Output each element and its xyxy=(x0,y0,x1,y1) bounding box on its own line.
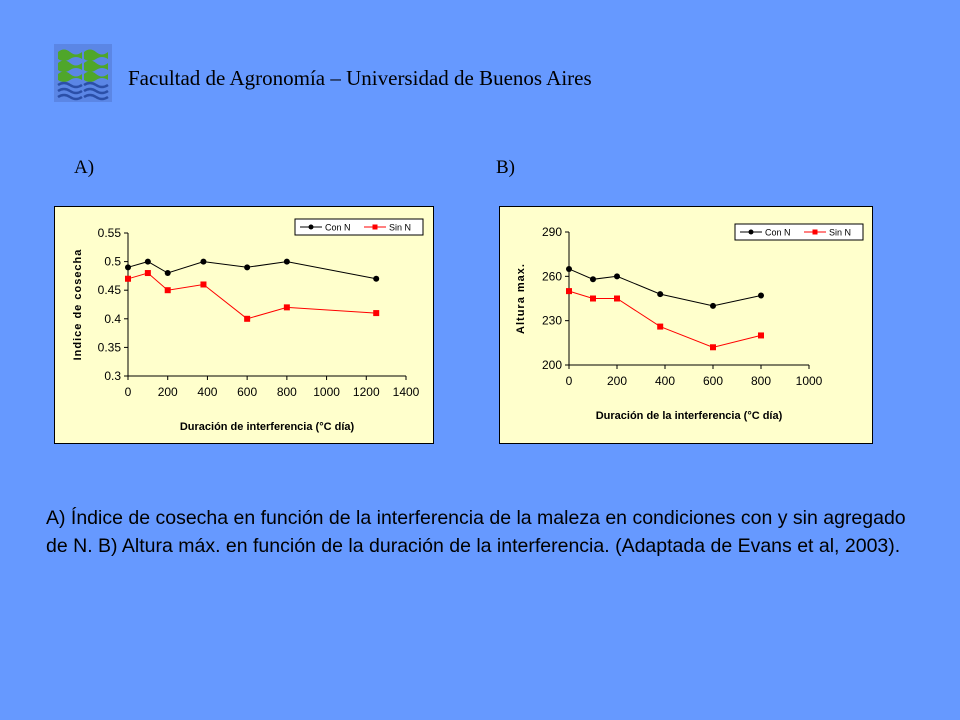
y-axis-label: Altura max. xyxy=(515,263,527,334)
data-point-sin-n xyxy=(710,344,716,350)
data-point-sin-n xyxy=(284,304,290,310)
y-tick-label: 200 xyxy=(541,358,562,372)
data-point-con-n xyxy=(125,264,131,270)
x-tick-label: 0 xyxy=(565,374,573,388)
data-point-con-n xyxy=(710,303,716,309)
series-line-0 xyxy=(569,269,761,306)
data-point-con-n xyxy=(614,273,620,279)
series-line-1 xyxy=(128,273,376,319)
data-point-sin-n xyxy=(657,324,663,330)
legend-marker xyxy=(373,225,378,230)
data-point-con-n xyxy=(657,291,663,297)
x-tick-label: 1200 xyxy=(352,385,380,399)
data-point-sin-n xyxy=(125,276,131,282)
data-point-sin-n xyxy=(758,332,764,338)
y-tick-label: 0.4 xyxy=(104,311,121,326)
data-point-con-n xyxy=(566,266,572,272)
y-tick-label: 290 xyxy=(541,225,562,239)
legend-label: Sin N xyxy=(829,227,852,238)
panel-b-label: B) xyxy=(496,157,515,178)
chart-max-height xyxy=(499,206,873,444)
x-tick-label: 1000 xyxy=(313,385,340,399)
x-axis-label: Duración de interferencia (°C día) xyxy=(179,421,355,433)
data-point-con-n xyxy=(244,264,250,270)
data-point-con-n xyxy=(284,259,290,265)
x-tick-label: 200 xyxy=(157,385,178,399)
data-point-sin-n xyxy=(373,310,379,316)
data-point-con-n xyxy=(590,276,596,282)
x-tick-label: 400 xyxy=(197,385,218,399)
data-point-con-n xyxy=(200,259,206,265)
y-tick-label: 0.45 xyxy=(97,283,121,298)
data-point-sin-n xyxy=(590,296,596,302)
chart-a-svg xyxy=(55,207,433,443)
x-tick-label: 400 xyxy=(654,374,676,388)
legend-marker xyxy=(749,230,754,235)
x-tick-label: 1000 xyxy=(795,374,823,388)
data-point-con-n xyxy=(373,276,379,282)
x-tick-label: 800 xyxy=(750,374,772,388)
legend-label: Con N xyxy=(325,222,351,233)
data-point-sin-n xyxy=(145,270,151,276)
x-tick-label: 0 xyxy=(124,385,132,399)
data-point-con-n xyxy=(758,293,764,299)
legend-label: Sin N xyxy=(389,222,412,233)
data-point-sin-n xyxy=(614,296,620,302)
series-line-0 xyxy=(128,262,376,279)
data-point-con-n xyxy=(145,259,151,265)
university-logo xyxy=(54,44,112,102)
panel-a-label: A) xyxy=(74,157,95,178)
data-point-sin-n xyxy=(200,281,206,287)
y-tick-label: 230 xyxy=(541,313,562,328)
legend-label: Con N xyxy=(765,227,791,238)
x-tick-label: 200 xyxy=(606,374,628,388)
y-tick-label: 0.55 xyxy=(97,226,121,240)
series-line-1 xyxy=(569,291,761,347)
y-tick-label: 0.3 xyxy=(104,369,121,383)
data-point-sin-n xyxy=(165,287,171,293)
chart-harvest-index xyxy=(54,206,434,444)
y-tick-label: 260 xyxy=(541,269,562,284)
chart-b-svg xyxy=(500,207,872,443)
data-point-sin-n xyxy=(566,288,572,294)
y-axis-label: Indice de cosecha xyxy=(72,248,84,361)
legend-marker xyxy=(309,225,314,230)
y-tick-label: 0.35 xyxy=(97,340,121,355)
x-tick-label: 600 xyxy=(237,385,258,399)
x-tick-label: 600 xyxy=(702,374,724,388)
data-point-con-n xyxy=(165,270,171,276)
page-title: Facultad de Agronomía – Universidad de Buenos Aires xyxy=(128,66,592,90)
y-tick-label: 0.5 xyxy=(104,254,121,269)
legend-marker xyxy=(813,230,818,235)
data-point-sin-n xyxy=(244,316,250,322)
x-tick-label: 1400 xyxy=(392,385,420,399)
figure-caption: A) Índice de cosecha en función de la interferencia de la maleza en condiciones con y sin agregado de N. B) Altura máx. en función de la duración de la interferencia. (Adaptada de Evans et al, 2003). xyxy=(46,507,906,557)
x-tick-label: 800 xyxy=(276,385,297,399)
x-axis-label: Duración de la interferencia (°C día) xyxy=(595,410,783,422)
